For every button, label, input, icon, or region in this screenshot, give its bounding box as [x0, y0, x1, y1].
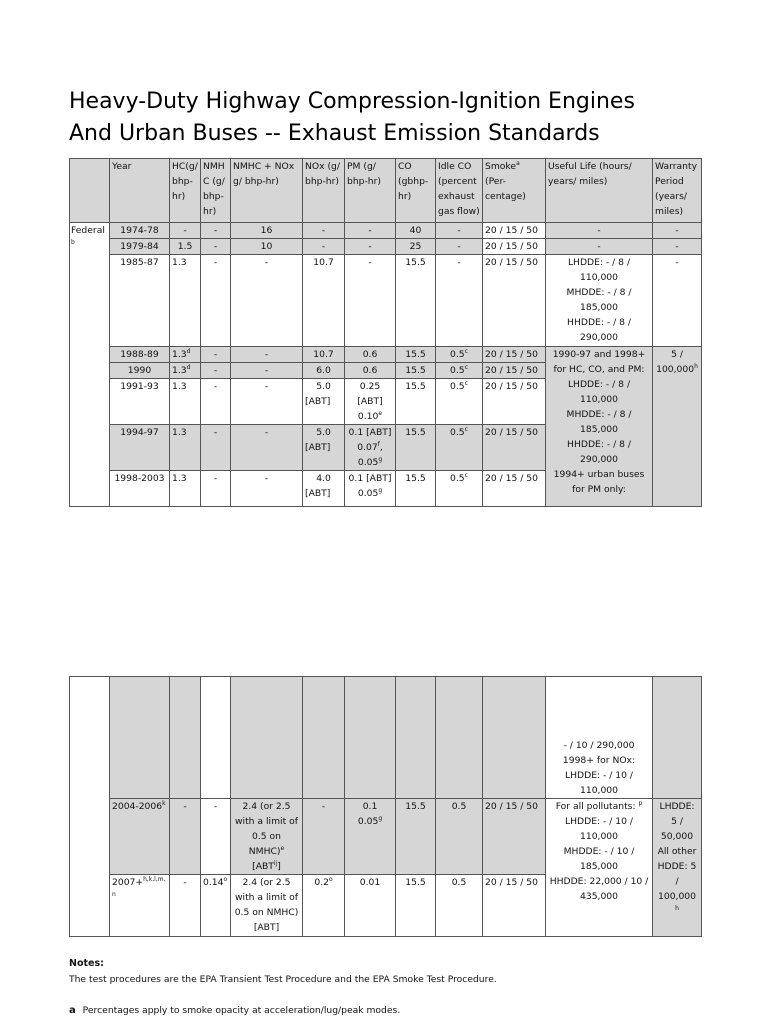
warranty-1988: 5 / 100,000$^h$	[653, 347, 702, 507]
table-cell: -	[303, 239, 345, 255]
table-cell: 20 / 15 / 50	[483, 363, 546, 379]
table-cell: 15.5	[396, 425, 436, 471]
table-cell: -	[201, 425, 231, 471]
table-cell: -	[436, 223, 483, 239]
table-cell: -	[653, 255, 702, 347]
table-cell: -	[201, 239, 231, 255]
table-cell: 0.1 0.05$^g$	[345, 799, 396, 875]
table-row	[70, 255, 702, 347]
table-cell: 20 / 15 / 50	[483, 223, 546, 239]
table-cell: -	[303, 799, 345, 875]
table-row	[70, 223, 702, 239]
header-co: CO (gbhp-hr)	[396, 159, 436, 223]
table-cell: -	[201, 363, 231, 379]
useful-life-1988: 1990-97 and 1998+ for HC, CO, and PM: LHDDE: - / 8 / 110,000 MHDDE: - / 8 / 185,000 HHDDE: - / 8 / 290,000 1994+ urban buses for PM only:	[546, 347, 653, 507]
table-cell	[110, 677, 170, 799]
table-cell: 1985-87	[110, 255, 170, 347]
table-cell	[396, 677, 436, 799]
table-cell: 1.3	[170, 255, 201, 347]
table-cell: -	[231, 347, 303, 363]
table-cell: 15.5	[396, 875, 436, 937]
table-cell: 1.3	[170, 379, 201, 425]
table-cell: -	[170, 223, 201, 239]
table-row	[70, 677, 702, 799]
table-cell: 0.1 [ABT] 0.05$^g$	[345, 471, 396, 507]
notes-heading: Notes:	[69, 958, 104, 969]
table-cell: 20 / 15 / 50	[483, 347, 546, 363]
table-cell: 1.3	[170, 425, 201, 471]
table-cell: 5.0 [ABT]	[303, 379, 345, 425]
table-cell: -	[170, 799, 201, 875]
table-cell: 1.3$^d$	[170, 347, 201, 363]
table-cell: 16	[231, 223, 303, 239]
table-cell: 0.2$^o$	[303, 875, 345, 937]
notes-text: The test procedures are the EPA Transient Test Procedure and the EPA Smoke Test Procedure.	[69, 974, 497, 985]
table-cell: -	[201, 347, 231, 363]
table-cell: 15.5	[396, 363, 436, 379]
table-cell: 15.5	[396, 347, 436, 363]
header-blank	[70, 159, 110, 223]
table-cell	[231, 677, 303, 799]
table-cell: 6.0	[303, 363, 345, 379]
table-cell: 0.6	[345, 347, 396, 363]
table-cell: 0.5$^c$	[436, 471, 483, 507]
table-cell: 20 / 15 / 50	[483, 471, 546, 507]
header-year: Year	[110, 159, 170, 223]
table-cell: 0.5	[436, 875, 483, 937]
header-warranty: Warranty Period (years/ miles)	[653, 159, 702, 223]
table-cell: -	[653, 239, 702, 255]
table-cell: -	[231, 255, 303, 347]
table-cell	[201, 677, 231, 799]
table-cell: 0.5	[436, 799, 483, 875]
warranty-2004: LHDDE: 5 / 50,000 All other HDDE: 5 / 100,000 $^h$	[653, 799, 702, 937]
table-cell: 4.0 [ABT]	[303, 471, 345, 507]
table-cell	[483, 677, 546, 799]
table-row	[70, 239, 702, 255]
header-row	[70, 159, 702, 223]
table-cell: 20 / 15 / 50	[483, 875, 546, 937]
table-cell: -	[303, 223, 345, 239]
table-cell: 20 / 15 / 50	[483, 255, 546, 347]
table-cell: 0.6	[345, 363, 396, 379]
table-cell: 15.5	[396, 799, 436, 875]
table-cell: 0.5$^c$	[436, 425, 483, 471]
table-cell: 1.3$^d$	[170, 363, 201, 379]
table-cell: 1994-97	[110, 425, 170, 471]
table-cell: 2.4 (or 2.5 with a limit of 0.5 on NMHC) [ABT]	[231, 875, 303, 937]
table-cell: -	[653, 223, 702, 239]
emission-standards-table-continued	[69, 676, 702, 937]
table-cell: 20 / 15 / 50	[483, 425, 546, 471]
table-cell	[436, 677, 483, 799]
table-cell: 20 / 15 / 50	[483, 379, 546, 425]
table-cell: 0.01	[345, 875, 396, 937]
table-row	[70, 799, 702, 875]
table-cell: -	[201, 471, 231, 507]
table-cell: -	[170, 875, 201, 937]
header-nox: NOx (g/ bhp-hr)	[303, 159, 345, 223]
page-title	[69, 86, 729, 150]
table-cell	[303, 677, 345, 799]
table-cell	[653, 677, 702, 799]
table-cell: 1998-2003	[110, 471, 170, 507]
table-cell: 20 / 15 / 50	[483, 239, 546, 255]
table-cell: 25	[396, 239, 436, 255]
table-cell: -	[201, 379, 231, 425]
title-line-1: Heavy-Duty Highway Compression-Ignition Engines	[69, 89, 635, 114]
table-cell: 15.5	[396, 471, 436, 507]
header-hc: HC(g/ bhp-hr)	[170, 159, 201, 223]
table-cell: -	[201, 223, 231, 239]
table-cell: -	[436, 255, 483, 347]
table-cell: -	[201, 255, 231, 347]
table-cell	[345, 677, 396, 799]
table-cell: -	[345, 239, 396, 255]
header-nmhc: NMHC (g/ bhp-hr)	[201, 159, 231, 223]
table-cell: 1990	[110, 363, 170, 379]
table-cell: -	[231, 363, 303, 379]
note-a	[69, 1005, 400, 1016]
table-cell: 1988-89	[110, 347, 170, 363]
header-pm: PM (g/ bhp-hr)	[345, 159, 396, 223]
table-cell: -	[345, 223, 396, 239]
table-cell: 10.7	[303, 347, 345, 363]
table-cell: -	[546, 239, 653, 255]
table-cell: -	[201, 799, 231, 875]
table-cell: 2007+$^{h,k,l,m,n}$	[110, 875, 170, 937]
header-idle-co: Idle CO (percent exhaust gas flow)	[436, 159, 483, 223]
table-cell: 1991-93	[110, 379, 170, 425]
header-useful-life: Useful Life (hours/ years/ miles)	[546, 159, 653, 223]
table-cell: 0.1 [ABT] 0.07$^f$, 0.05$^g$	[345, 425, 396, 471]
useful-life-continued: - / 10 / 290,000 1998+ for NOx: LHDDE: - / 10 / 110,000	[546, 677, 653, 799]
table-cell: 15.5	[396, 379, 436, 425]
table-cell: 0.5$^c$	[436, 363, 483, 379]
table-cell: LHDDE: - / 8 / 110,000 MHDDE: - / 8 / 185,000 HHDDE: - / 8 / 290,000	[546, 255, 653, 347]
table-cell: 0.5$^c$	[436, 379, 483, 425]
table-cell	[170, 677, 201, 799]
table-cell: -	[231, 425, 303, 471]
table-cell: 0.14$^o$	[201, 875, 231, 937]
title-line-2: And Urban Buses -- Exhaust Emission Standards	[69, 121, 600, 146]
table-cell: 15.5	[396, 255, 436, 347]
header-smoke: Smoke$^a$ (Per-centage)	[483, 159, 546, 223]
table-cell: -	[436, 239, 483, 255]
note-a-text: Percentages apply to smoke opacity at acceleration/lug/peak modes.	[82, 1005, 401, 1016]
table-cell: -	[345, 255, 396, 347]
table-cell: -	[546, 223, 653, 239]
table-cell: 0.25 [ABT] 0.10e	[345, 379, 396, 425]
emission-standards-table	[69, 158, 702, 507]
table-cell: 1974-78	[110, 223, 170, 239]
table-cell: 20 / 15 / 50	[483, 799, 546, 875]
table-cell: 5.0 [ABT]	[303, 425, 345, 471]
useful-life-2004: For all pollutants: $^p$ LHDDE: - / 10 / 110,000 MHDDE: - / 10 / 185,000 HHDDE: 22,000 / 10 / 435,000	[546, 799, 653, 937]
table-cell: 1.3	[170, 471, 201, 507]
table-cell: -	[231, 379, 303, 425]
header-nmhc-nox: NMHC + NOx g/ bhp-hr)	[231, 159, 303, 223]
note-a-marker: a	[69, 1005, 76, 1016]
table-cell	[70, 677, 110, 937]
table-cell: 1.5	[170, 239, 201, 255]
table-cell: 10	[231, 239, 303, 255]
table-cell: 0.5$^c$	[436, 347, 483, 363]
table-cell: 2004-2006$^k$	[110, 799, 170, 875]
table-cell: 2.4 (or 2.5 with a limit of 0.5 on NMHC)$^e$ $[ABT^{ij}]$	[231, 799, 303, 875]
table-cell: 1979-84	[110, 239, 170, 255]
table-cell: -	[231, 471, 303, 507]
table-cell: 40	[396, 223, 436, 239]
federal-label: Federal$^b$	[70, 223, 110, 507]
table-row	[70, 347, 702, 363]
table-cell: 10.7	[303, 255, 345, 347]
